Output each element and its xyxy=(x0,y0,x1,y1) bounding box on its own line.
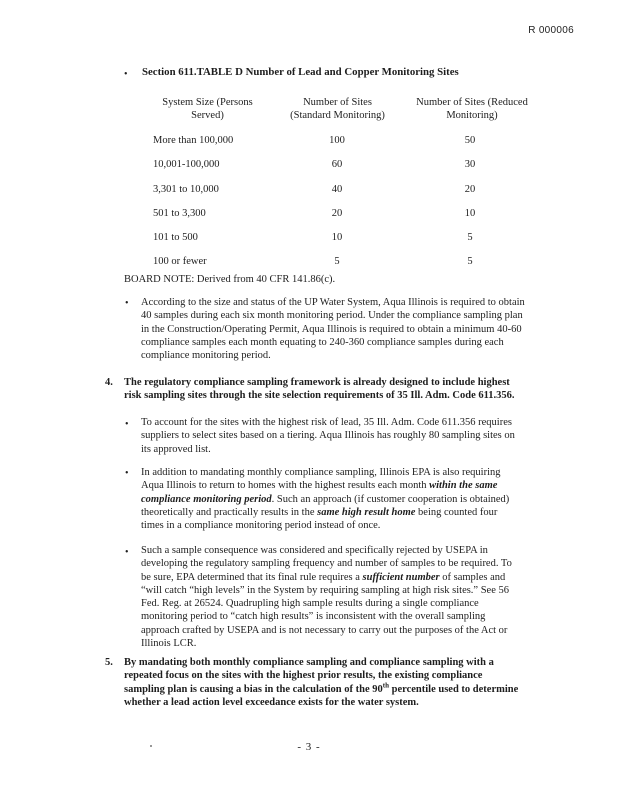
paragraph-site-tiering xyxy=(141,416,554,456)
item-number-4: 4. xyxy=(105,377,113,388)
bullet-marker: • xyxy=(125,468,129,479)
paragraph-line: To account for the sites with the highest risk of lead, 35 Ill. Adm. Code 611.356 requires xyxy=(141,417,512,428)
text-run: percentile used to determine xyxy=(389,683,519,695)
page-number: - 3 - xyxy=(297,741,321,753)
table-cell-size: 3,301 to 10,000 xyxy=(153,184,219,195)
paragraph-line xyxy=(141,571,554,584)
table-cell-standard: 20 xyxy=(331,208,343,219)
table-cell-size: 101 to 500 xyxy=(153,232,198,243)
paragraph-return-sampling xyxy=(141,466,554,532)
table-header-line: Monitoring) xyxy=(446,110,498,121)
text-run: sampling plan is causing a bias in the calculation of the 90 xyxy=(124,683,383,695)
paragraph-usepa-rejection xyxy=(141,544,554,650)
table-cell-reduced: 20 xyxy=(464,184,476,195)
paragraph-line: in the Construction/Operating Permit, Aqua Illinois is required to obtain a minimum 40-60 xyxy=(141,323,522,335)
table-cell-size: 100 or fewer xyxy=(153,256,207,267)
emphasis-text: sufficient number xyxy=(362,571,440,583)
bullet-marker: • xyxy=(125,298,129,309)
table-header-line: Served) xyxy=(191,110,224,121)
superscript: th xyxy=(382,681,389,690)
item-5-heading xyxy=(124,656,560,709)
text-run: theoretically and practically results in the xyxy=(141,506,318,518)
paragraph-line xyxy=(141,479,554,492)
table-cell-standard: 10 xyxy=(331,232,343,243)
paragraph-line: compliance monitoring period. xyxy=(141,350,271,362)
table-cell-standard: 5 xyxy=(334,256,340,267)
paragraph-line: developing the regulatory sampling frequency and number of samples to be required. To xyxy=(141,558,512,570)
text-run: . Such an approach (if customer cooperation is obtained) xyxy=(271,493,510,505)
table-header-line: Number of Sites (Reduced xyxy=(416,97,528,108)
paragraph-line: compliance samples each month equating to 240-360 compliance samples during each xyxy=(141,336,504,348)
board-note: BOARD NOTE: Derived from 40 CFR 141.86(c). xyxy=(124,274,336,285)
paragraph-line: Illinois LCR. xyxy=(141,638,197,650)
paragraph-line: times in a compliance monitoring period instead of once. xyxy=(141,520,381,532)
table-header-system-size xyxy=(140,96,275,122)
bullet-marker: • xyxy=(125,419,129,430)
table-cell-standard: 100 xyxy=(329,135,345,146)
item-4-heading xyxy=(124,376,560,403)
heading-line: repeated focus on the sites with the highest prior results, the existing compliance xyxy=(124,670,483,682)
bullet-marker: • xyxy=(125,547,129,558)
table-cell-reduced: 10 xyxy=(464,208,476,219)
heading-line: risk sampling sites through the site selection requirements of 35 Ill. Adm. Code 611.356. xyxy=(124,390,515,402)
heading-line: The regulatory compliance sampling framework is already designed to include highest xyxy=(124,377,510,388)
table-header-line: Number of Sites xyxy=(303,97,372,108)
paragraph-line: Such a sample consequence was considered and specifically rejected by USEPA in xyxy=(141,545,488,556)
table-cell-standard: 40 xyxy=(331,184,343,195)
section-bullet: • xyxy=(124,69,128,80)
paragraph-line xyxy=(141,506,554,519)
paragraph-sample-requirements xyxy=(141,296,554,362)
paragraph-line: “will catch “high levels” in the System by requiring sampling at high risk sites.” See 56 xyxy=(141,584,510,596)
table-cell-reduced: 5 xyxy=(467,232,473,243)
paragraph-line: approach crafted by USEPA and is not necessary to carry out the purposes of the Act or xyxy=(141,624,508,636)
text-run: be sure, EPA determined that its final rule requires a xyxy=(141,571,363,583)
text-run: being counted four xyxy=(415,506,498,518)
paragraph-line xyxy=(141,493,554,506)
emphasis-text: compliance monitoring period xyxy=(141,493,272,505)
table-header-line: System Size (Persons xyxy=(162,97,253,108)
table-header-reduced-sites xyxy=(402,96,542,122)
table-cell-size: More than 100,000 xyxy=(153,135,234,146)
table-cell-standard: 60 xyxy=(331,159,343,170)
table-cell-size: 10,001-100,000 xyxy=(153,159,220,170)
paragraph-line: Fed. Reg. at 26524. Quadrupling high sample results during a single compliance xyxy=(141,598,479,610)
heading-line xyxy=(124,683,560,696)
paragraph-line: According to the size and status of the UP Water System, Aqua Illinois is required to obtain xyxy=(141,297,525,308)
table-header-line: (Standard Monitoring) xyxy=(290,110,385,121)
emphasis-text: same high result home xyxy=(317,506,416,518)
table-cell-reduced: 50 xyxy=(464,135,476,146)
paragraph-line: monitoring period to “catch high results” is inconsistent with the overall sampling xyxy=(141,611,486,623)
table-cell-reduced: 30 xyxy=(464,159,476,170)
heading-line: By mandating both monthly compliance sampling and compliance sampling with a xyxy=(124,657,494,668)
text-run: of samples and xyxy=(439,571,506,583)
item-number-5: 5. xyxy=(105,657,113,668)
paragraph-line: its approved list. xyxy=(141,443,211,455)
emphasis-text: within the same xyxy=(429,480,498,492)
table-cell-reduced: 5 xyxy=(467,256,473,267)
table-header-standard-sites xyxy=(280,96,395,122)
heading-line: whether a lead action level exceedance exists for the water system. xyxy=(124,696,419,708)
document-reference-id: R 000006 xyxy=(528,25,574,36)
paragraph-line: suppliers to select sites based on a tiering. Aqua Illinois has roughly 80 sampling sites on xyxy=(141,430,515,442)
paragraph-line: In addition to mandating monthly compliance sampling, Illinois EPA is also requiring xyxy=(141,467,501,478)
paragraph-line: 40 samples during each six month monitoring period. Under the compliance sampling plan xyxy=(141,310,523,322)
table-cell-size: 501 to 3,300 xyxy=(153,208,206,219)
scan-speck xyxy=(150,745,152,747)
text-run: Aqua Illinois to return to homes with the highest results each month xyxy=(141,480,430,492)
section-title: Section 611.TABLE D Number of Lead and Copper Monitoring Sites xyxy=(142,66,459,78)
